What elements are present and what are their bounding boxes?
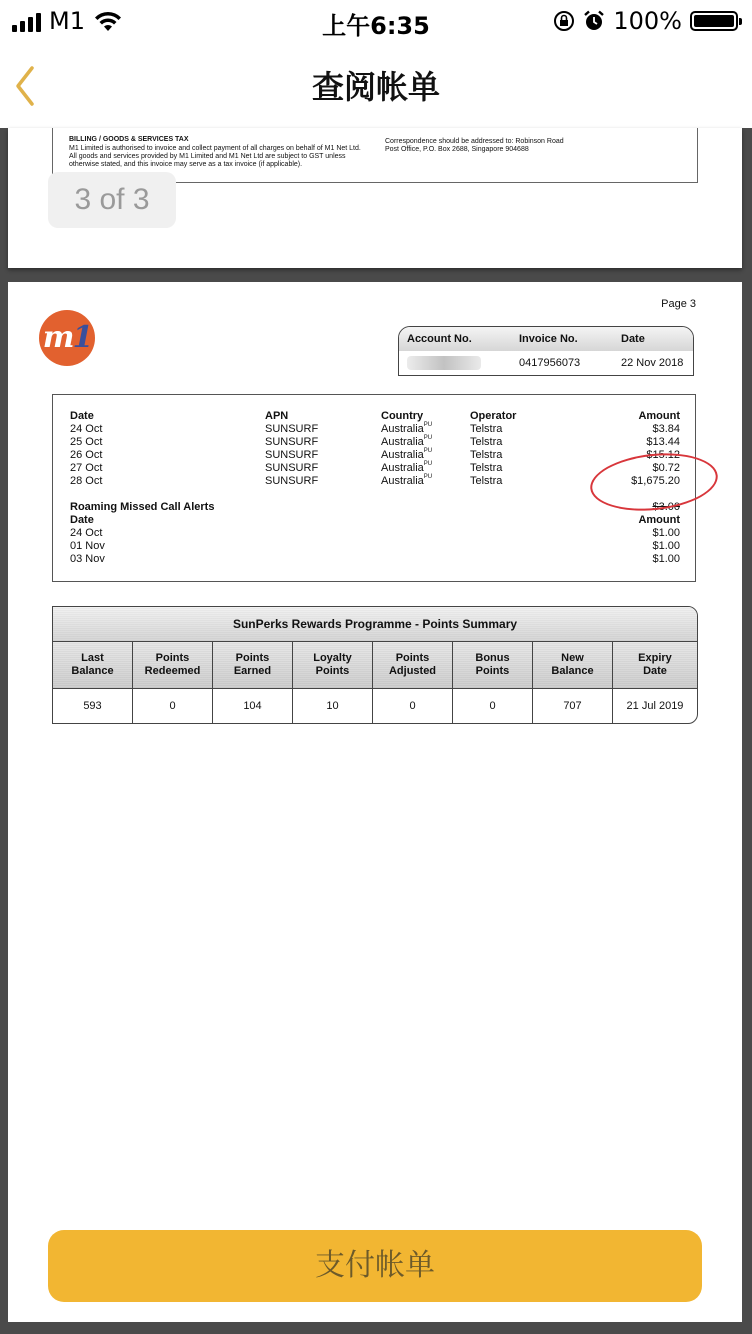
document-page-2 [8,128,742,268]
table-header-row: Date APN Country Operator Amount [70,410,680,422]
battery-icon [690,11,738,31]
table-row: 27 Oct SUNSURF Australia$^{PU}$ Telstra $0.72 [70,461,680,474]
points-column: Expiry Date 21 Jul 2019 [613,642,697,723]
points-value: 593 [83,700,102,712]
table-row: 25 Oct SUNSURF Australia$^{PU}$ Telstra $13.44 [70,435,680,448]
missed-call-header-row: Date Amount [70,514,680,526]
points-summary-title: SunPerks Rewards Programme - Points Summary [53,607,697,642]
points-column: Loyalty Points 10 [293,642,373,723]
points-value: 0 [489,700,496,712]
status-time: 上午6:35 [322,12,430,40]
points-column: New Balance 707 [533,642,613,723]
document-page-3 [8,282,742,1322]
date-header: Date [621,333,645,345]
table-row: 01 Nov $1.00 [70,540,680,552]
rotation-lock-icon [553,10,575,32]
missed-call-total: $3.00 [652,501,680,513]
billing-title: BILLING / GOODS & SERVICES TAX [69,136,189,143]
logo-letter-one: 1 [72,320,92,355]
points-column: Bonus Points 0 [453,642,533,723]
invoice-no-header: Invoice No. [519,333,578,345]
account-no-redacted [399,351,519,375]
points-column: Points Redeemed 0 [133,642,213,723]
table-row: 28 Oct SUNSURF Australia$^{PU}$ Telstra $1,675.20 [70,474,680,487]
points-column: Points Adjusted 0 [373,642,453,723]
invoice-date-value: 22 Nov 2018 [621,357,684,369]
document-viewer[interactable] [0,128,752,1334]
invoice-no-value: 0417956073 [519,357,581,369]
battery-label: 100% [613,7,682,35]
table-row: 24 Oct $1.00 [70,527,680,539]
roaming-usage-table [52,394,696,582]
page-number: Page 3 [661,298,696,310]
correspondence-text: Correspondence should be addressed to: Robinson Road Post Office, P.O. Box 2688, Singapore 904688 [385,138,564,153]
page-indicator: 3 of 3 [48,172,176,228]
points-value: 0 [409,700,416,712]
account-info-box [398,326,694,376]
table-row: 26 Oct SUNSURF Australia$^{PU}$ Telstra $15.12 [70,448,680,461]
account-no-header: Account No. [407,333,472,345]
table-row: 24 Oct SUNSURF Australia$^{PU}$ Telstra $3.84 [70,422,680,435]
points-value: 21 Jul 2019 [626,700,684,712]
page-title: 查阅帐单 [311,68,440,106]
alarm-icon [583,10,605,32]
points-value: 104 [243,700,262,712]
points-column: Last Balance 593 [53,642,133,723]
points-value: 10 [326,700,339,712]
missed-call-title-row: Roaming Missed Call Alerts $3.00 [70,501,680,513]
carrier-label: M1 [49,7,85,35]
m1-logo [39,310,95,366]
pay-bill-button[interactable]: 支付帐单 [48,1230,702,1302]
points-value: 0 [169,700,176,712]
logo-letter-m: m [42,320,73,355]
table-row: 03 Nov $1.00 [70,553,680,565]
nav-bar [0,40,752,128]
billing-text: M1 Limited is authorised to invoice and collect payment of all charges on behalf of M1 Net Ltd. All goods and services provided by M1 Limited and M1 Net Ltd are subject to GST unless otherwise stated, and this invoice may serve as a tax invoice (if applicable). [69,145,361,168]
points-column: Points Earned 104 [213,642,293,723]
status-bar [0,0,752,40]
points-value: 707 [563,700,582,712]
points-summary-table [52,606,698,724]
